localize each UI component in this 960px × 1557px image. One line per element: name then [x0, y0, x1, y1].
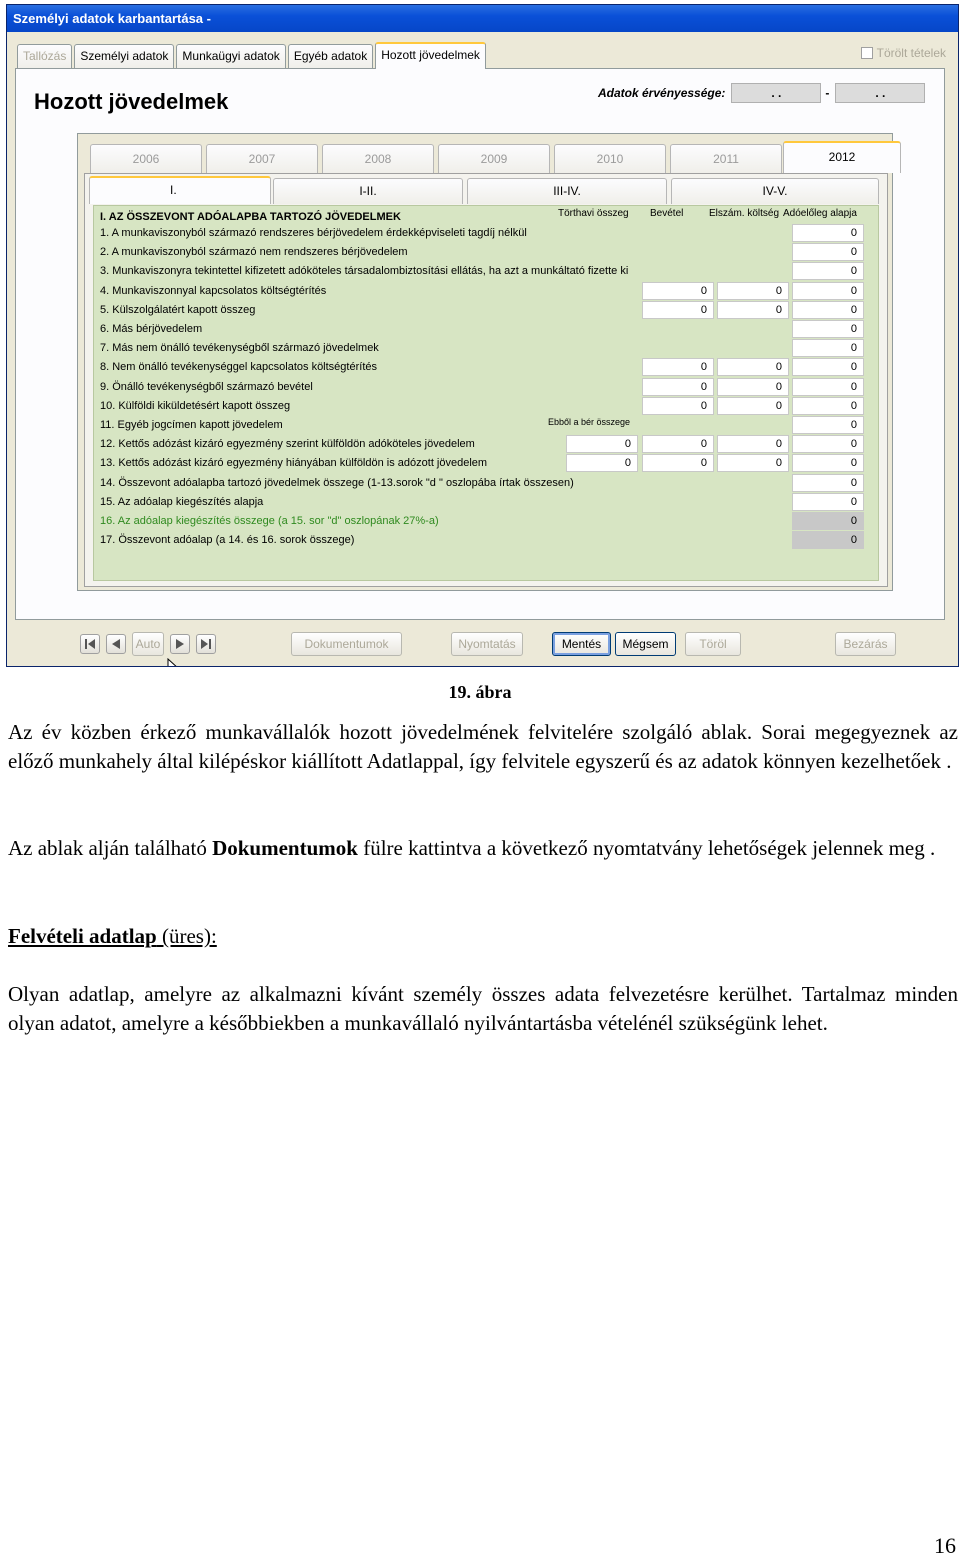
- validity-range: [598, 83, 925, 103]
- income-cell-b[interactable]: 0: [642, 301, 714, 319]
- income-cell-c[interactable]: 0: [717, 358, 789, 376]
- last-record-button[interactable]: [196, 634, 216, 654]
- first-record-button[interactable]: [80, 634, 100, 654]
- income-row-label: 4. Munkaviszonnyal kapcsolatos költségtérítés: [100, 284, 327, 297]
- validity-separator: -: [825, 86, 830, 100]
- income-row-label: 1. A munkaviszonyból származó rendszeres bérjövedelem érdekképviseleti tagdíj nélkül: [100, 227, 527, 239]
- year-tab-2011[interactable]: 2011: [670, 144, 782, 173]
- income-row-label: 8. Nem önálló tevékenységgel kapcsolatos költségtérítés: [100, 361, 377, 374]
- deleted-items-toggle[interactable]: [861, 46, 946, 60]
- quarter-tab-2[interactable]: III-IV.: [467, 178, 667, 204]
- year-tabs: [78, 143, 892, 173]
- year-tab-2012[interactable]: 2012: [783, 141, 901, 173]
- income-row: [94, 262, 878, 281]
- income-cell-d[interactable]: 0: [792, 358, 864, 376]
- prev-record-button[interactable]: [106, 634, 126, 654]
- delete-button[interactable]: Töröl: [685, 632, 741, 656]
- income-cell-d[interactable]: 0: [792, 416, 864, 434]
- income-row: [94, 493, 878, 512]
- income-cell-d[interactable]: 0: [792, 282, 864, 300]
- year-tab-2006[interactable]: 2006: [90, 144, 202, 173]
- income-row-label: 7. Más nem önálló tevékenységből származó jövedelmek: [100, 342, 379, 355]
- last-icon: [200, 638, 212, 650]
- income-cell-c[interactable]: 0: [717, 378, 789, 396]
- col-header-c: Elszám. költség: [709, 208, 780, 219]
- income-row-label: 9. Önálló tevékenységből származó bevétel: [100, 380, 313, 393]
- year-tab-2010[interactable]: 2010: [554, 144, 666, 173]
- mouse-cursor-icon: [167, 658, 181, 667]
- income-cell-d[interactable]: 0: [792, 224, 864, 242]
- year-tab-2007[interactable]: 2007: [206, 144, 318, 173]
- admission-sheet-note: (üres):: [156, 924, 217, 948]
- year-tab-2008[interactable]: 2008: [322, 144, 434, 173]
- income-row: [94, 358, 878, 377]
- income-cell-d[interactable]: 0: [792, 320, 864, 338]
- income-panel: [15, 68, 945, 620]
- income-row: [94, 397, 878, 416]
- page-title: Hozott jövedelmek: [34, 89, 229, 114]
- deleted-items-checkbox[interactable]: [861, 47, 873, 59]
- income-row-label: 6. Más bérjövedelem: [100, 323, 203, 335]
- income-cell-d[interactable]: 0: [792, 301, 864, 319]
- income-row-label: 14. Összevont adóalapba tartozó jövedelmek összege (1-13.sorok "d " oszlopába írtak összesen): [100, 476, 574, 489]
- income-row-label: 15. Az adóalap kiegészítés alapja: [100, 495, 264, 508]
- col-header-a: Törthavi összeg: [558, 208, 629, 219]
- close-button[interactable]: Bezárás: [835, 632, 896, 656]
- income-cell-d[interactable]: 0: [792, 339, 864, 357]
- tab-0[interactable]: Tallózás: [17, 44, 72, 68]
- save-button[interactable]: Mentés: [552, 632, 611, 656]
- income-row: [94, 378, 878, 397]
- main-tabs: [17, 42, 488, 68]
- income-cell-d[interactable]: 0: [792, 243, 864, 261]
- income-row-label: 12. Kettős adózást kizáró egyezmény szerint külföldön adóköteles jövedelem: [100, 438, 475, 451]
- tab-3[interactable]: Egyéb adatok: [288, 44, 373, 68]
- income-row-label: 11. Egyéb jogcímen kapott jövedelem: [100, 419, 283, 431]
- income-cell-c[interactable]: 0: [717, 397, 789, 415]
- next-icon: [174, 638, 186, 650]
- paragraph-documents: [8, 834, 958, 863]
- income-row-label: 16. Az adóalap kiegészítés összege (a 15. sor "d" oszlopának 27%-a): [100, 515, 439, 527]
- validity-to-field[interactable]: . .: [835, 83, 925, 103]
- prev-icon: [110, 638, 122, 650]
- income-cell-d[interactable]: 0: [792, 435, 864, 453]
- quarter-tabs: [89, 176, 883, 204]
- auto-button[interactable]: Auto: [132, 632, 164, 656]
- income-cell-d: 0: [792, 531, 864, 549]
- income-cell-b[interactable]: 0: [642, 435, 714, 453]
- income-row: [94, 416, 878, 435]
- paragraph-admission-sheet: Olyan adatlap, amelyre az alkalmazni kívánt személy összes adata felvezetésre kerülhet. Tartalmaz minden olyan adatot, amelyre a későbbiekben a munkavállaló nyilvántartásba vételénél szükségünk lehet.: [8, 982, 958, 1035]
- cancel-button[interactable]: Mégsem: [615, 632, 676, 656]
- income-row-label: 10. Külföldi kiküldetésért kapott összeg: [100, 399, 291, 412]
- figure-caption: 19. ábra: [448, 682, 512, 702]
- income-cell-c[interactable]: 0: [717, 454, 789, 472]
- income-row: [94, 243, 878, 262]
- validity-label: Adatok érvényessége:: [598, 86, 726, 100]
- next-record-button[interactable]: [170, 634, 190, 654]
- income-row-label: 3. Munkaviszonyra tekintettel kifizetett adóköteles társadalombiztosítási ellátás, ha azt a munkáltató fizette ki: [100, 265, 629, 278]
- income-cell-d[interactable]: 0: [792, 493, 864, 511]
- first-icon: [84, 638, 96, 650]
- income-row-label: 13. Kettős adózást kizáró egyezmény hiányában külföldön is adózott jövedelem: [100, 457, 488, 470]
- quarter-tab-0[interactable]: I.: [89, 176, 271, 204]
- income-cell-d[interactable]: 0: [792, 397, 864, 415]
- income-cell-b[interactable]: 0: [642, 397, 714, 415]
- income-row: [94, 454, 878, 473]
- income-row-label: 2. A munkaviszonyból származó nem rendszeres bérjövedelem: [100, 246, 408, 259]
- income-row: [94, 531, 878, 550]
- bottom-toolbar: [7, 628, 958, 664]
- paragraph-documents-start: Az ablak alján található: [8, 836, 207, 860]
- income-cell-d[interactable]: 0: [792, 474, 864, 492]
- income-cell-d[interactable]: 0: [792, 454, 864, 472]
- income-cell-d[interactable]: 0: [792, 262, 864, 280]
- year-panel: [77, 133, 893, 591]
- tab-4[interactable]: Hozott jövedelmek: [375, 42, 486, 69]
- col-header-b: Bevétel: [650, 208, 684, 219]
- col-header-d: Adóelőleg alapja: [783, 208, 857, 219]
- income-row: [94, 301, 878, 320]
- documents-button[interactable]: Dokumentumok: [291, 632, 402, 656]
- window-body: [7, 32, 958, 666]
- income-cell-c[interactable]: 0: [717, 282, 789, 300]
- income-row: [94, 282, 878, 301]
- validity-from-field[interactable]: . .: [731, 83, 821, 103]
- window-title: Személyi adatok karbantartása -: [7, 5, 958, 32]
- income-row: [94, 512, 878, 531]
- section-title: I. AZ ÖSSZEVONT ADÓALAPBA TARTOZÓ JÖVEDELMEK: [100, 211, 401, 223]
- income-cell-c[interactable]: 0: [717, 301, 789, 319]
- income-cell-a[interactable]: 0: [566, 454, 638, 472]
- page-number: 16: [934, 1533, 956, 1557]
- deleted-items-label: Törölt tételek: [876, 46, 946, 60]
- income-cell-b[interactable]: 0: [642, 454, 714, 472]
- quarter-tab-1[interactable]: I-II.: [273, 178, 463, 204]
- income-cell-b[interactable]: 0: [642, 378, 714, 396]
- income-cell-d[interactable]: 0: [792, 378, 864, 396]
- quarter-panel: [84, 173, 888, 587]
- income-cell-d: 0: [792, 512, 864, 530]
- income-row-label: 5. Külszolgálatért kapott összeg: [100, 303, 256, 316]
- paragraph-documents-end: fülre kattintva a következő nyomtatvány lehetőségek jelennek meg .: [363, 836, 936, 860]
- income-row: [94, 474, 878, 493]
- tab-1[interactable]: Személyi adatok: [74, 44, 174, 68]
- income-row: [94, 339, 878, 358]
- income-row-label: 17. Összevont adóalap (a 14. és 16. sorok összege): [100, 534, 355, 547]
- app-window: [6, 4, 959, 667]
- income-cell-a[interactable]: 0: [566, 435, 638, 453]
- income-row: [94, 320, 878, 339]
- year-tab-2009[interactable]: 2009: [438, 144, 550, 173]
- income-grid: [93, 205, 879, 581]
- admission-sheet-term: Felvételi adatlap: [8, 924, 157, 948]
- tab-2[interactable]: Munkaügyi adatok: [176, 44, 285, 68]
- documents-term: Dokumentumok: [212, 836, 358, 860]
- income-cell-c[interactable]: 0: [717, 435, 789, 453]
- income-row: [94, 435, 878, 454]
- quarter-tab-3[interactable]: IV-V.: [671, 178, 879, 204]
- ebbol-label: Ebből a bér összege: [548, 417, 631, 427]
- income-cell-b[interactable]: 0: [642, 358, 714, 376]
- income-row: [94, 224, 878, 243]
- income-cell-b[interactable]: 0: [642, 282, 714, 300]
- heading-admission-sheet: [8, 922, 958, 951]
- print-button[interactable]: Nyomtatás: [451, 632, 523, 656]
- paragraph-intro: Az év közben érkező munkavállalók hozott jövedelmének felvitelére szolgáló ablak. Sorai megegyeznek az előző munkahely által kilépéskor kiállított Adatlappal, így felvitele egyszerű és az adatok könnyen kezelhetőek .: [8, 720, 958, 773]
